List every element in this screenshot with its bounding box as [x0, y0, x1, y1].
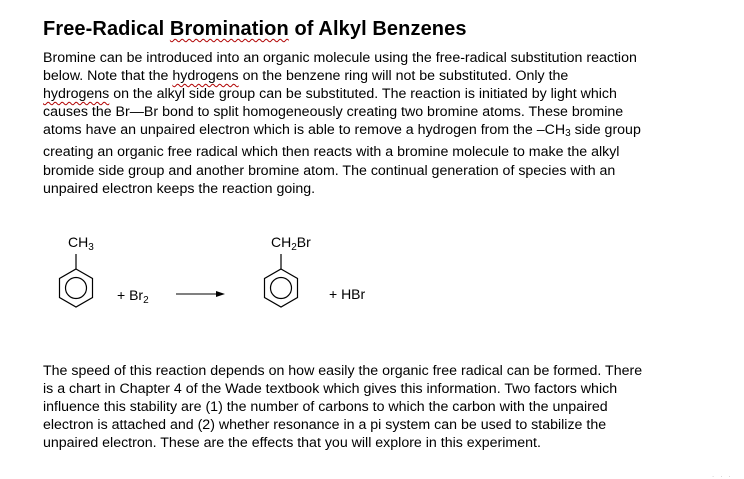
intro-line-3-hydrogens: hydrogens — [43, 86, 110, 103]
byproduct-hbr-label: + HBr — [329, 286, 366, 302]
toluene-aromatic-circle — [66, 278, 87, 299]
reagent-text: + Br — [117, 287, 144, 303]
title-part-1: Free-Radical — [43, 18, 170, 40]
product-br-text: Br — [296, 234, 311, 250]
outro-line-5: unpaired electron. These are the effects that you will explore in this experiment. — [43, 435, 541, 452]
benzyl-aromatic-circle — [271, 278, 292, 299]
intro-paragraph — [43, 49, 641, 198]
intro-line-6: creating an organic free radical which then reacts with a bromine molecule to make the alkyl — [43, 144, 620, 161]
intro-line-5 — [43, 121, 641, 143]
outro-line-2: is a chart in Chapter 4 of the Wade textbook which gives this information. Two factors which — [43, 381, 618, 398]
reaction-arrow — [176, 291, 225, 297]
intro-line-3 — [43, 85, 641, 103]
intro-line-5-sub: 3 — [565, 128, 571, 140]
reactant-sub: 3 — [88, 242, 94, 253]
toluene-structure — [60, 254, 93, 307]
reagent-sub: 2 — [143, 295, 149, 306]
intro-line-4: causes the Br—Br bond to split homogeneously creating two bromine atoms. These bromine — [43, 104, 624, 121]
intro-line-2-hydrogens: hydrogens — [172, 68, 239, 85]
page-title — [43, 18, 467, 41]
intro-line-8: unpaired electron keeps the reaction going. — [43, 180, 316, 197]
reaction-scheme — [0, 225, 744, 335]
product-sub: 2 — [291, 242, 297, 253]
toluene-ring — [60, 269, 93, 307]
outro-line-4: electron is attached and (2) whether resonance in a pi system can be used to stabilize the — [43, 417, 607, 434]
intro-line-7: bromide side group and another bromine atom. The continual generation of species with an — [43, 162, 616, 179]
footer-dots: ... — [712, 470, 737, 479]
reaction-structures — [0, 225, 744, 335]
intro-line-2-a: below. Note that the — [43, 68, 173, 85]
benzyl-bromide-structure — [265, 254, 298, 307]
outro-paragraph — [43, 362, 642, 452]
intro-line-5-a: atoms have an unpaired electron which is able to remove a hydrogen from the –CH — [43, 122, 566, 139]
benzyl-ring — [265, 269, 298, 307]
title-part-3: of Alkyl Benzenes — [288, 18, 467, 40]
intro-line-2-c: on the benzene ring will not be substituted. Only the — [238, 68, 569, 85]
product-ch2br-label — [271, 234, 311, 253]
product-ch-text: CH — [271, 234, 292, 250]
outro-line-1: The speed of this reaction depends on how easily the organic free radical can be formed. There — [43, 363, 643, 379]
intro-line-1: Bromine can be introduced into an organic molecule using the free-radical substitution reaction — [43, 50, 637, 66]
title-part-bromination: Bromination — [169, 18, 289, 40]
intro-line-5-b: side group — [570, 122, 641, 139]
intro-line-3-b: on the alkyl side group can be substituted. The reaction is initiated by light which — [109, 86, 617, 103]
reactant-ch-text: CH — [68, 234, 89, 250]
outro-line-3: influence this stability are (1) the number of carbons to which the carbon with the unpaired — [43, 399, 608, 416]
intro-line-2 — [43, 67, 641, 85]
reagent-br2-label — [117, 287, 149, 306]
